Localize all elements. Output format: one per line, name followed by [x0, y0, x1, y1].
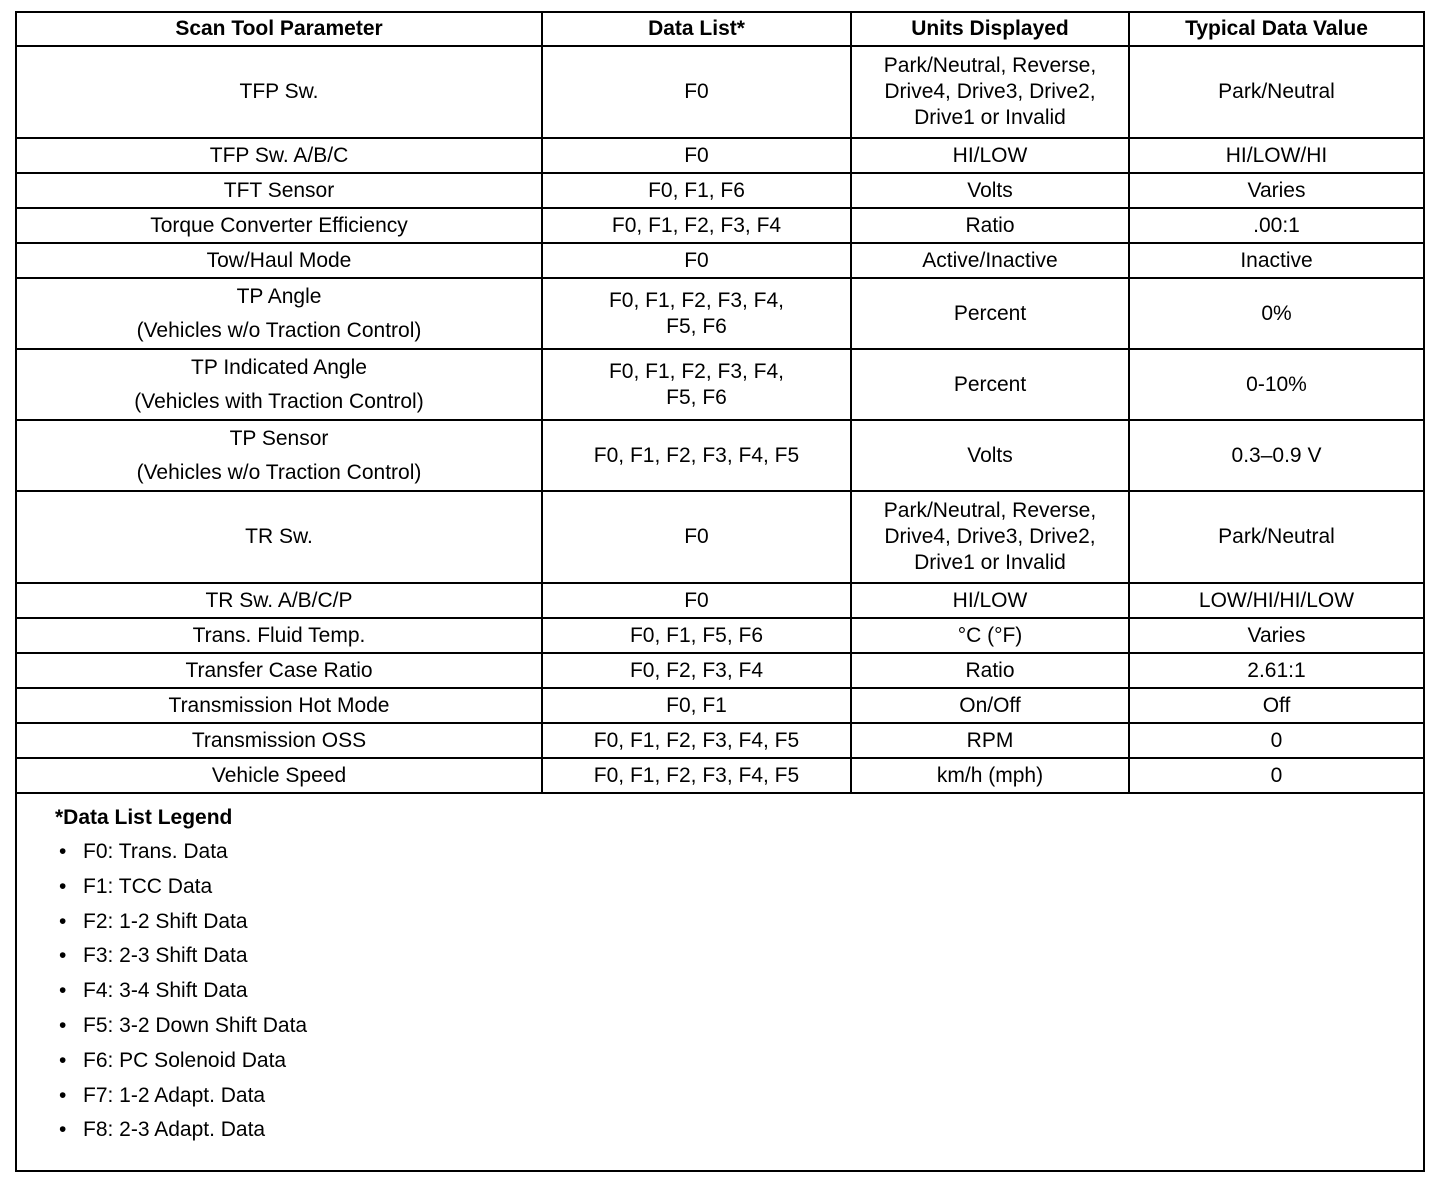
data-list-cell-line: F5, F6 [666, 314, 727, 338]
units-cell [851, 688, 1129, 723]
bullet-icon: • [59, 1048, 67, 1072]
table-row [17, 46, 1423, 138]
parameter-cell-line: Transmission Hot Mode [168, 693, 390, 717]
typical-value-cell [1129, 583, 1423, 618]
parameter-cell [17, 173, 542, 208]
table-row [17, 618, 1423, 653]
data-list-cell [542, 491, 851, 583]
table-row [17, 723, 1423, 758]
data-list-cell [542, 618, 851, 653]
units-cell-line: RPM [966, 728, 1014, 752]
table-body [17, 46, 1423, 793]
units-cell [851, 758, 1129, 793]
legend-item-text: F2: 1-2 Shift Data [83, 909, 248, 933]
typical-value-cell-line: Varies [1247, 178, 1306, 202]
data-list-cell-line: F0 [684, 588, 709, 612]
table-row [17, 491, 1423, 583]
table-row [17, 420, 1423, 491]
legend-item [57, 1113, 1423, 1148]
bullet-icon: • [59, 840, 67, 863]
legend-item-text: F0: Trans. Data [83, 840, 228, 863]
units-cell-line: Drive4, Drive3, Drive2, [884, 525, 1096, 548]
parameter-cell-line: TFP Sw. [239, 80, 319, 103]
units-cell-line: HI/LOW [952, 588, 1028, 612]
bullet-icon: • [59, 944, 67, 968]
units-cell [851, 491, 1129, 583]
legend-item [57, 905, 1423, 940]
data-list-cell-line: F0, F1, F2, F3, F4 [611, 213, 782, 237]
typical-value-cell-line: 0.3–0.9 V [1231, 443, 1322, 467]
parameter-cell [17, 583, 542, 618]
units-cell-line: Park/Neutral, Reverse, [883, 499, 1097, 522]
data-list-cell-line: F0, F1, F6 [648, 178, 745, 202]
typical-value-cell [1129, 420, 1423, 491]
data-list-cell [542, 278, 851, 349]
data-list-cell [542, 173, 851, 208]
parameter-cell-line: TR Sw. [245, 525, 313, 548]
parameter-cell-line: TP Sensor [229, 426, 329, 450]
data-list-cell-line: F0 [684, 525, 709, 548]
legend-item [57, 1044, 1423, 1079]
data-list-cell-line: F0, F2, F3, F4 [629, 658, 764, 682]
parameter-cell [17, 46, 542, 138]
parameter-cell-line: TFT Sensor [223, 178, 335, 202]
typical-value-cell [1129, 653, 1423, 688]
column-header-units: Units Displayed [851, 13, 1129, 46]
typical-value-cell [1129, 138, 1423, 173]
parameter-cell-line: (Vehicles w/o Traction Control) [136, 318, 422, 342]
units-cell [851, 208, 1129, 243]
data-list-cell-line: F0, F1, F5, F6 [629, 623, 764, 647]
units-cell-line: On/Off [959, 693, 1021, 717]
parameter-cell [17, 491, 542, 583]
typical-value-cell-line: LOW/HI/HI/LOW [1198, 588, 1355, 612]
units-cell [851, 583, 1129, 618]
table-header-row [17, 13, 1423, 46]
table-row [17, 349, 1423, 420]
units-cell-line: Park/Neutral, Reverse, [883, 54, 1097, 77]
legend-item-text: F6: PC Solenoid Data [83, 1048, 287, 1072]
table-row [17, 583, 1423, 618]
legend-item [57, 974, 1423, 1009]
data-list-cell [542, 420, 851, 491]
legend-item-text: F5: 3-2 Down Shift Data [83, 1013, 308, 1037]
typical-value-cell [1129, 278, 1423, 349]
units-cell [851, 420, 1129, 491]
table-row [17, 243, 1423, 278]
bullet-icon: • [59, 979, 67, 1003]
typical-value-cell [1129, 618, 1423, 653]
typical-value-cell [1129, 491, 1423, 583]
units-cell-line: Active/Inactive [922, 248, 1058, 272]
scan-tool-parameter-table [17, 13, 1423, 794]
legend-item-text: F1: TCC Data [83, 874, 213, 898]
units-cell-line: Percent [953, 372, 1027, 396]
table-row [17, 688, 1423, 723]
data-list-cell [542, 208, 851, 243]
typical-value-cell-line: Varies [1247, 623, 1306, 647]
units-cell [851, 46, 1129, 138]
typical-value-cell [1129, 349, 1423, 420]
typical-value-cell-line: HI/LOW/HI [1225, 143, 1328, 167]
table-row [17, 653, 1423, 688]
units-cell-line: Volts [967, 443, 1013, 467]
units-cell-line: HI/LOW [952, 143, 1028, 167]
parameter-cell [17, 618, 542, 653]
data-list-cell [542, 688, 851, 723]
column-header-data-list: Data List* [542, 13, 851, 46]
table-row [17, 173, 1423, 208]
table-row [17, 278, 1423, 349]
units-cell [851, 173, 1129, 208]
units-cell-line: Drive1 or Invalid [914, 106, 1066, 129]
typical-value-cell-line: Park/Neutral [1218, 525, 1335, 548]
typical-value-cell-line: 2.61:1 [1247, 658, 1306, 682]
legend-item [57, 835, 1423, 870]
parameter-cell-line: Transmission OSS [191, 728, 367, 752]
legend-list [57, 835, 1423, 1148]
typical-value-cell [1129, 173, 1423, 208]
legend-item [57, 1009, 1423, 1044]
data-list-cell [542, 583, 851, 618]
data-list-cell-line: F0 [684, 248, 709, 272]
parameter-cell [17, 758, 542, 793]
units-cell-line: Ratio [965, 213, 1015, 237]
units-cell [851, 138, 1129, 173]
data-list-cell [542, 758, 851, 793]
typical-value-cell-line: 0-10% [1246, 372, 1307, 396]
parameter-cell [17, 243, 542, 278]
parameter-cell [17, 653, 542, 688]
units-cell-line: Drive4, Drive3, Drive2, [884, 80, 1096, 103]
units-cell-line: °C (°F) [957, 623, 1023, 647]
parameter-cell [17, 138, 542, 173]
data-list-cell-line: F0, F1, F2, F3, F4, [608, 288, 785, 312]
units-cell-line: Drive1 or Invalid [914, 551, 1066, 574]
scan-tool-data-sheet [15, 11, 1425, 1172]
typical-value-cell-line: 0 [1270, 763, 1283, 787]
data-list-legend [17, 794, 1423, 1148]
legend-item [57, 1079, 1423, 1114]
parameter-cell-line: TP Indicated Angle [191, 355, 367, 379]
data-list-cell [542, 653, 851, 688]
parameter-cell-line: (Vehicles w/o Traction Control) [136, 460, 422, 484]
data-list-cell-line: F0, F1, F2, F3, F4, [608, 359, 785, 383]
column-header-typical-value: Typical Data Value [1129, 13, 1423, 46]
legend-item [57, 870, 1423, 905]
parameter-cell [17, 688, 542, 723]
parameter-cell [17, 349, 542, 420]
bullet-icon: • [59, 1083, 67, 1107]
data-list-cell [542, 723, 851, 758]
units-cell [851, 653, 1129, 688]
typical-value-cell-line: 0% [1261, 301, 1292, 325]
data-list-cell-line: F0, F1, F2, F3, F4, F5 [593, 443, 800, 467]
units-cell-line: Percent [953, 301, 1027, 325]
typical-value-cell [1129, 208, 1423, 243]
typical-value-cell-line: .00:1 [1253, 213, 1300, 237]
legend-item-text: F4: 3-4 Shift Data [83, 979, 248, 1003]
parameter-cell [17, 278, 542, 349]
parameter-cell-line: TFP Sw. A/B/C [209, 143, 349, 167]
data-list-cell-line: F0, F1, F2, F3, F4, F5 [593, 728, 800, 752]
legend-item-text: F8: 2-3 Adapt. Data [83, 1118, 266, 1142]
typical-value-cell [1129, 46, 1423, 138]
units-cell [851, 723, 1129, 758]
units-cell-line: Volts [967, 178, 1013, 202]
parameter-cell-line: Trans. Fluid Temp. [192, 623, 366, 647]
data-list-cell-line: F0 [684, 143, 709, 167]
parameter-cell-line: Transfer Case Ratio [185, 658, 373, 682]
bullet-icon: • [59, 1118, 67, 1142]
parameter-cell-line: TR Sw. A/B/C/P [205, 588, 353, 612]
table-row [17, 758, 1423, 793]
typical-value-cell-line: Park/Neutral [1218, 80, 1335, 103]
parameter-cell-line: Torque Converter Efficiency [150, 213, 408, 237]
data-list-cell [542, 243, 851, 278]
legend-item-text: F7: 1-2 Adapt. Data [83, 1083, 266, 1107]
typical-value-cell-line: Inactive [1240, 248, 1313, 272]
data-list-cell [542, 46, 851, 138]
units-cell [851, 278, 1129, 349]
legend-item [57, 939, 1423, 974]
data-list-cell-line: F0, F1, F2, F3, F4, F5 [593, 763, 800, 787]
typical-value-cell [1129, 723, 1423, 758]
bullet-icon: • [59, 1013, 67, 1037]
data-list-cell [542, 349, 851, 420]
data-list-cell-line: F5, F6 [666, 385, 727, 409]
legend-title: *Data List Legend [55, 806, 233, 829]
data-list-cell-line: F0 [684, 80, 709, 103]
legend-item-text: F3: 2-3 Shift Data [83, 944, 248, 968]
typical-value-cell [1129, 758, 1423, 793]
bullet-icon: • [59, 909, 67, 933]
parameter-cell [17, 723, 542, 758]
parameter-cell-line: TP Angle [236, 284, 322, 308]
parameter-cell-line: Vehicle Speed [211, 763, 347, 787]
typical-value-cell-line: Off [1262, 693, 1291, 717]
units-cell [851, 349, 1129, 420]
table-row [17, 208, 1423, 243]
typical-value-cell [1129, 688, 1423, 723]
table-row [17, 138, 1423, 173]
units-cell-line: Ratio [965, 658, 1015, 682]
bullet-icon: • [59, 874, 67, 898]
parameter-cell [17, 420, 542, 491]
parameter-cell-line: (Vehicles with Traction Control) [134, 389, 424, 413]
parameter-cell [17, 208, 542, 243]
units-cell-line: km/h (mph) [936, 763, 1044, 787]
data-list-cell [542, 138, 851, 173]
data-list-cell-line: F0, F1 [666, 693, 727, 717]
typical-value-cell [1129, 243, 1423, 278]
units-cell [851, 618, 1129, 653]
column-header-parameter: Scan Tool Parameter [17, 13, 542, 46]
parameter-cell-line: Tow/Haul Mode [206, 248, 352, 272]
typical-value-cell-line: 0 [1270, 728, 1283, 752]
units-cell [851, 243, 1129, 278]
